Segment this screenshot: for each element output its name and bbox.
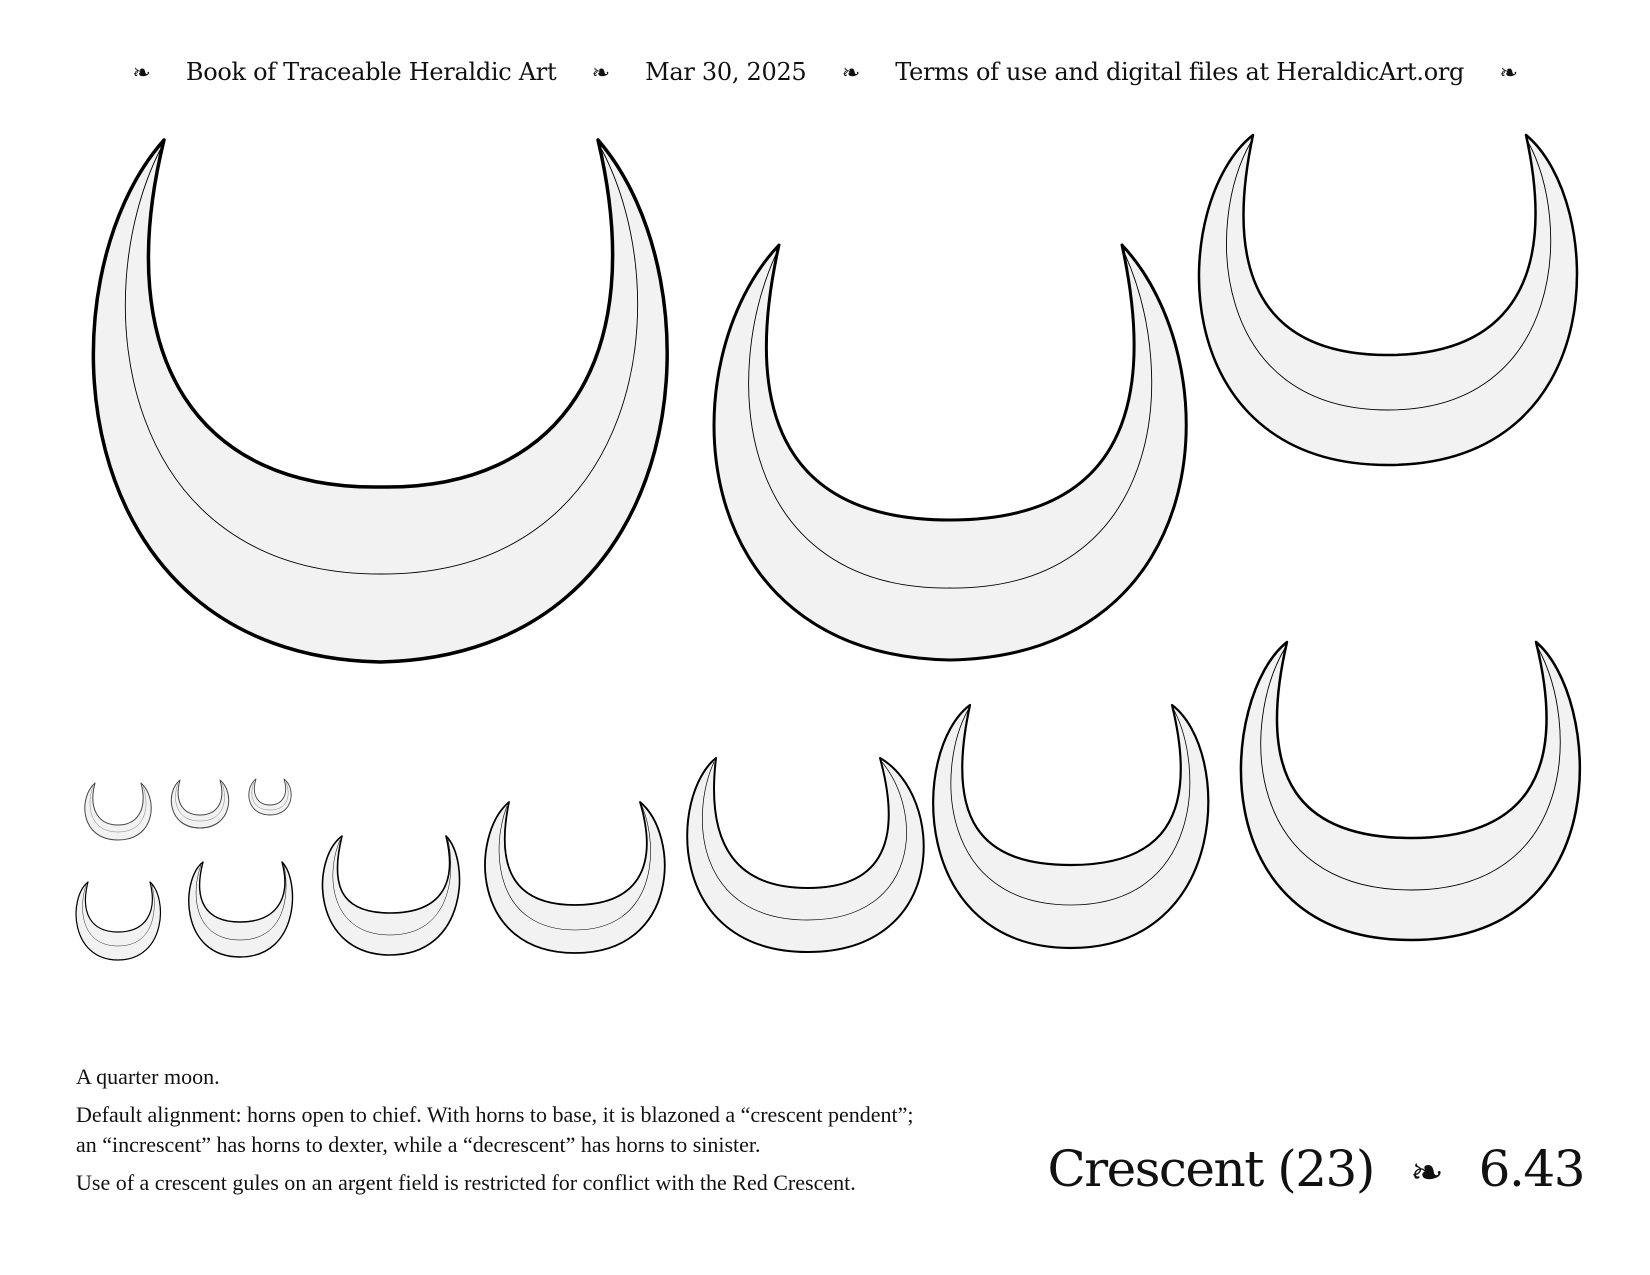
plate-title [1048, 1140, 1585, 1198]
crescent-figure [1199, 135, 1577, 465]
fleuron-icon: ❧ [591, 61, 610, 86]
description-block [76, 1062, 1086, 1206]
charge-name: Crescent [1047, 1140, 1263, 1198]
plate-number: 6.43 [1478, 1140, 1584, 1198]
fleuron-icon: ❧ [1499, 61, 1518, 86]
crescent-figure [76, 882, 160, 960]
alignment-text: an “increscent” has horns to dexter, while a “decrescent” has horns to sinister. [76, 1132, 761, 1157]
book-title: Book of Traceable Heraldic Art [185, 58, 557, 86]
terms-link-text: Terms of use and digital files at HeraldicArt.org [895, 58, 1465, 86]
crescent-figure [485, 802, 665, 953]
crescent-figure [714, 245, 1186, 660]
variant-count: (23) [1277, 1140, 1374, 1198]
crescent-figure [171, 780, 228, 828]
description-line [76, 1100, 1086, 1160]
crescent-figure [687, 758, 924, 952]
publication-date: Mar 30, 2025 [645, 58, 807, 86]
description-line: A quarter moon. [76, 1064, 220, 1089]
fleuron-icon: ❧ [132, 61, 151, 86]
crescent-figure [93, 140, 667, 662]
crescent-figure [85, 783, 151, 840]
fleuron-icon: ❧ [841, 61, 860, 86]
crescent-figure [323, 836, 460, 955]
description-line: Use of a crescent gules on an argent field is restricted for conflict with the Red Crescent. [76, 1170, 856, 1195]
alignment-text: Default alignment: horns open to chief. With horns to base, it is blazoned a “crescent pendent”; [76, 1102, 914, 1127]
crescent-figure [189, 862, 293, 957]
crescent-figure [249, 779, 291, 815]
crescent-figure [1241, 642, 1580, 940]
fleuron-icon: ❧ [1410, 1150, 1443, 1196]
crescent-figure [933, 705, 1208, 948]
